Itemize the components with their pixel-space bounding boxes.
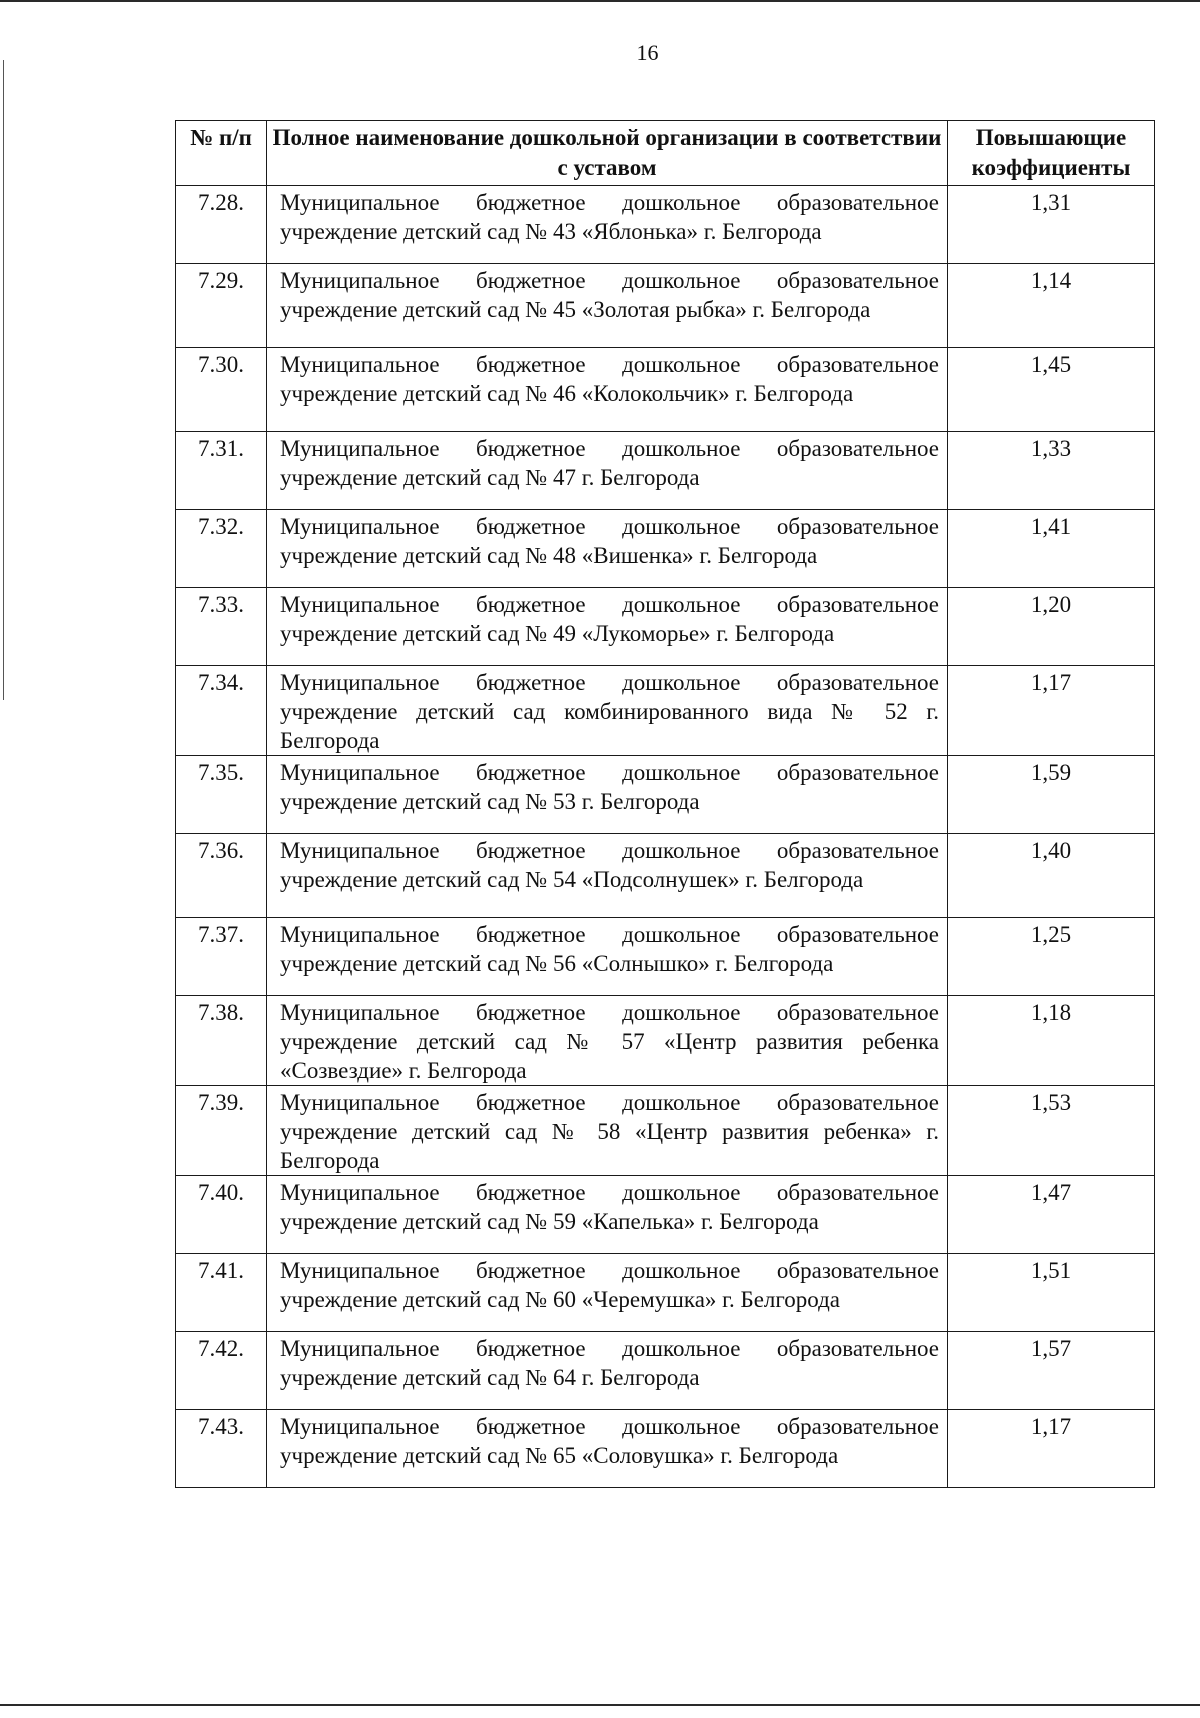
page-number: 16	[636, 40, 659, 65]
coefficient-value: 1,20	[948, 588, 1155, 666]
coefficient-value: 1,17	[948, 1410, 1155, 1488]
row-number: 7.43.	[176, 1410, 267, 1488]
table-row	[176, 186, 1155, 264]
organization-name: Муниципальное бюджетное дошкольное образовательное учреждение детский сад № 54 «Подсолнушек» г. Белгорода	[267, 834, 948, 918]
organization-name: Муниципальное бюджетное дошкольное образовательное учреждение детский сад № 47 г. Белгорода	[267, 432, 948, 510]
coefficient-value: 1,33	[948, 432, 1155, 510]
organization-name: Муниципальное бюджетное дошкольное образовательное учреждение детский сад № 43 «Яблонька» г. Белгорода	[267, 186, 948, 264]
row-number: 7.32.	[176, 510, 267, 588]
header-name: Полное наименование дошкольной организации в соответствии с уставом	[267, 121, 948, 186]
row-number: 7.37.	[176, 918, 267, 996]
coefficient-value: 1,51	[948, 1254, 1155, 1332]
table-row	[176, 756, 1155, 834]
organization-name: Муниципальное бюджетное дошкольное образовательное учреждение детский сад № 57 «Центр развития ребенка «Созвездие» г. Белгорода	[267, 996, 948, 1086]
table-row	[176, 264, 1155, 348]
organization-name: Муниципальное бюджетное дошкольное образовательное учреждение детский сад № 45 «Золотая рыбка» г. Белгорода	[267, 264, 948, 348]
scan-edge-bottom	[0, 1704, 1200, 1706]
table-row	[176, 588, 1155, 666]
row-number: 7.30.	[176, 348, 267, 432]
coefficient-value: 1,57	[948, 1332, 1155, 1410]
coefficient-value: 1,45	[948, 348, 1155, 432]
header-num: № п/п	[176, 121, 267, 186]
row-number: 7.33.	[176, 588, 267, 666]
table-row	[176, 996, 1155, 1086]
row-number: 7.35.	[176, 756, 267, 834]
coefficient-value: 1,53	[948, 1086, 1155, 1176]
coefficient-value: 1,14	[948, 264, 1155, 348]
coefficient-value: 1,41	[948, 510, 1155, 588]
scan-edge-left	[3, 60, 4, 700]
coefficient-value: 1,31	[948, 186, 1155, 264]
scan-edge-top	[0, 0, 1200, 2]
table-row	[176, 432, 1155, 510]
organization-name: Муниципальное бюджетное дошкольное образовательное учреждение детский сад № 48 «Вишенка» г. Белгорода	[267, 510, 948, 588]
table-body	[176, 186, 1155, 1488]
organization-name: Муниципальное бюджетное дошкольное образовательное учреждение детский сад № 59 «Капелька» г. Белгорода	[267, 1176, 948, 1254]
row-number: 7.36.	[176, 834, 267, 918]
row-number: 7.38.	[176, 996, 267, 1086]
header-coef: Повышающие коэффициенты	[948, 121, 1155, 186]
organization-name: Муниципальное бюджетное дошкольное образовательное учреждение детский сад № 53 г. Белгорода	[267, 756, 948, 834]
row-number: 7.34.	[176, 666, 267, 756]
table-row	[176, 1332, 1155, 1410]
row-number: 7.41.	[176, 1254, 267, 1332]
coefficient-value: 1,18	[948, 996, 1155, 1086]
organization-name: Муниципальное бюджетное дошкольное образовательное учреждение детский сад № 64 г. Белгорода	[267, 1332, 948, 1410]
table-row	[176, 834, 1155, 918]
organization-name: Муниципальное бюджетное дошкольное образовательное учреждение детский сад № 46 «Колокольчик» г. Белгорода	[267, 348, 948, 432]
table-row	[176, 510, 1155, 588]
coefficients-table	[175, 120, 1155, 1488]
row-number: 7.39.	[176, 1086, 267, 1176]
table-row	[176, 666, 1155, 756]
table-row	[176, 348, 1155, 432]
row-number: 7.31.	[176, 432, 267, 510]
table-row	[176, 1176, 1155, 1254]
row-number: 7.40.	[176, 1176, 267, 1254]
coefficient-value: 1,17	[948, 666, 1155, 756]
coefficient-value: 1,25	[948, 918, 1155, 996]
row-number: 7.28.	[176, 186, 267, 264]
organization-name: Муниципальное бюджетное дошкольное образовательное учреждение детский сад № 60 «Черемушка» г. Белгорода	[267, 1254, 948, 1332]
table-row	[176, 1410, 1155, 1488]
table-row	[176, 1086, 1155, 1176]
row-number: 7.42.	[176, 1332, 267, 1410]
organization-name: Муниципальное бюджетное дошкольное образовательное учреждение детский сад № 49 «Лукоморье» г. Белгорода	[267, 588, 948, 666]
table-header-row	[176, 121, 1155, 186]
table-row	[176, 918, 1155, 996]
organization-name: Муниципальное бюджетное дошкольное образовательное учреждение детский сад № 56 «Солнышко» г. Белгорода	[267, 918, 948, 996]
organization-name: Муниципальное бюджетное дошкольное образовательное учреждение детский сад № 65 «Соловушка» г. Белгорода	[267, 1410, 948, 1488]
coefficient-value: 1,47	[948, 1176, 1155, 1254]
organization-name: Муниципальное бюджетное дошкольное образовательное учреждение детский сад комбинированного вида № 52 г. Белгорода	[267, 666, 948, 756]
coefficient-value: 1,59	[948, 756, 1155, 834]
organization-name: Муниципальное бюджетное дошкольное образовательное учреждение детский сад № 58 «Центр развития ребенка» г. Белгорода	[267, 1086, 948, 1176]
table-row	[176, 1254, 1155, 1332]
row-number: 7.29.	[176, 264, 267, 348]
coefficient-value: 1,40	[948, 834, 1155, 918]
